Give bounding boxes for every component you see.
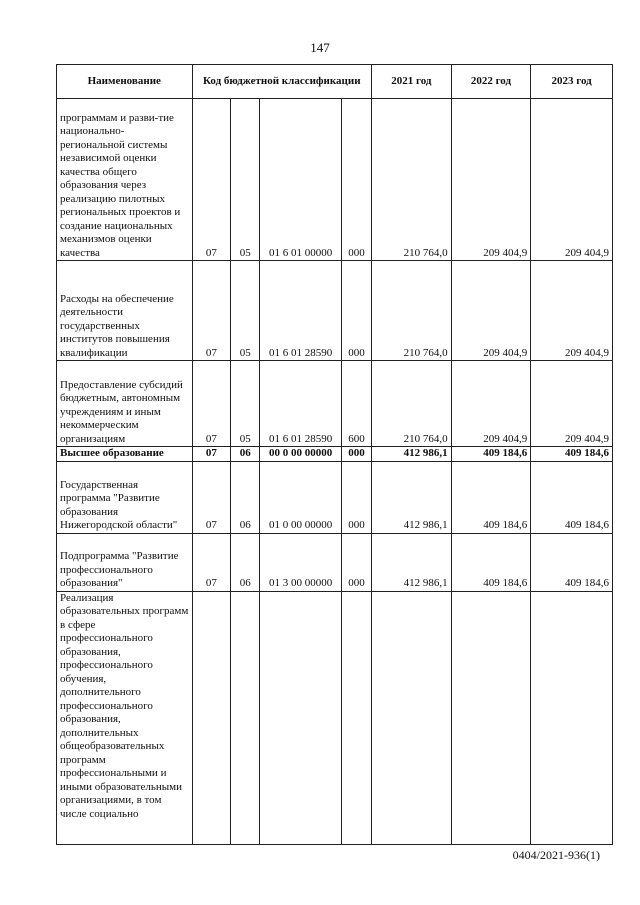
row-value-2022: 209 404,9 — [451, 99, 531, 261]
row-value-2022 — [451, 591, 531, 844]
row-subsection: 06 — [231, 533, 260, 591]
row-section: 07 — [192, 361, 231, 447]
row-section: 07 — [192, 533, 231, 591]
row-value-2023: 209 404,9 — [531, 99, 613, 261]
row-subsection: 05 — [231, 261, 260, 361]
row-value-2021: 210 764,0 — [372, 261, 452, 361]
row-target-article: 01 0 00 00000 — [260, 461, 342, 533]
row-expense-type: 000 — [341, 447, 371, 462]
row-expense-type: 000 — [341, 461, 371, 533]
table-row — [57, 533, 613, 591]
row-name: Государственная программа "Развитие образования Нижегородской области" — [57, 461, 193, 533]
table-row — [57, 447, 613, 462]
row-name: Подпрограмма "Развитие профессионального образования" — [57, 533, 193, 591]
header-code: Код бюджетной классификации — [192, 65, 372, 99]
row-value-2022: 409 184,6 — [451, 461, 531, 533]
row-expense-type: 000 — [341, 99, 371, 261]
row-section — [192, 591, 231, 844]
row-value-2023: 409 184,6 — [531, 533, 613, 591]
row-section: 07 — [192, 99, 231, 261]
row-value-2021: 412 986,1 — [372, 461, 452, 533]
row-target-article: 01 6 01 28590 — [260, 261, 342, 361]
row-target-article: 01 6 01 28590 — [260, 361, 342, 447]
header-2021: 2021 год — [372, 65, 452, 99]
table-row — [57, 361, 613, 447]
row-value-2022: 409 184,6 — [451, 447, 531, 462]
row-section: 07 — [192, 461, 231, 533]
table-row — [57, 99, 613, 261]
row-name: Высшее образование — [57, 447, 193, 462]
table-row — [57, 461, 613, 533]
header-2022: 2022 год — [451, 65, 531, 99]
row-subsection: 06 — [231, 447, 260, 462]
row-expense-type: 000 — [341, 261, 371, 361]
row-value-2021 — [372, 591, 452, 844]
row-subsection: 05 — [231, 361, 260, 447]
row-name: Расходы на обеспечение деятельности государственных институтов повышения квалификации — [57, 261, 193, 361]
row-expense-type — [341, 591, 371, 844]
row-value-2021: 412 986,1 — [372, 447, 452, 462]
row-value-2023 — [531, 591, 613, 844]
row-value-2022: 209 404,9 — [451, 261, 531, 361]
row-section: 07 — [192, 447, 231, 462]
row-name: программам и разви-тие национально-региональной системы независимой оценки качества общего образования через реализацию пилотных региональных проектов и создание национальных механизмов оценки качества — [57, 99, 193, 261]
row-expense-type: 600 — [341, 361, 371, 447]
header-name: Наименование — [57, 65, 193, 99]
row-value-2023: 409 184,6 — [531, 447, 613, 462]
row-value-2021: 210 764,0 — [372, 99, 452, 261]
row-name: Реализация образовательных программ в сфере профессионального образования, профессионального обучения, дополнительного профессионального образования, дополнительных общеобразовательных программ профессиональными и иными образовательными организациями, в том числе социально — [57, 591, 193, 844]
row-value-2023: 409 184,6 — [531, 461, 613, 533]
row-subsection: 06 — [231, 461, 260, 533]
row-value-2023: 209 404,9 — [531, 361, 613, 447]
row-value-2023: 209 404,9 — [531, 261, 613, 361]
row-value-2022: 409 184,6 — [451, 533, 531, 591]
row-value-2022: 209 404,9 — [451, 361, 531, 447]
row-section: 07 — [192, 261, 231, 361]
page-number: 147 — [310, 40, 330, 55]
table-body — [57, 99, 613, 845]
row-target-article: 00 0 00 00000 — [260, 447, 342, 462]
row-subsection — [231, 591, 260, 844]
row-target-article — [260, 591, 342, 844]
table-row — [57, 261, 613, 361]
row-name: Предоставление субсидий бюджетным, автономным учреждениям и иным некоммерческим организациям — [57, 361, 193, 447]
header-2023: 2023 год — [531, 65, 613, 99]
row-subsection: 05 — [231, 99, 260, 261]
row-value-2021: 412 986,1 — [372, 533, 452, 591]
table-header-row — [57, 65, 613, 99]
budget-table — [56, 64, 613, 845]
row-target-article: 01 6 01 00000 — [260, 99, 342, 261]
row-expense-type: 000 — [341, 533, 371, 591]
table-row — [57, 591, 613, 844]
row-target-article: 01 3 00 00000 — [260, 533, 342, 591]
row-value-2021: 210 764,0 — [372, 361, 452, 447]
document-code: 0404/2021-936(1) — [512, 848, 600, 862]
